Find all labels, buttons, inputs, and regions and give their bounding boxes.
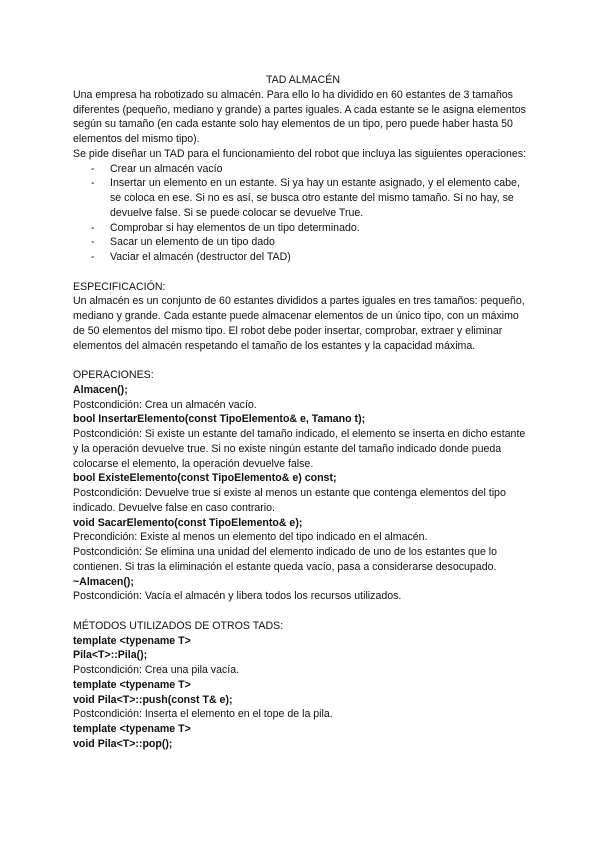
method-template: template <typename T>: [73, 634, 191, 647]
operation-condition: Precondición: Existe al menos un elemento del tipo indicado en el almacén.: [73, 531, 428, 544]
specification-heading: ESPECIFICACIÓN:: [73, 280, 166, 293]
operation-condition: Postcondición: Devuelve true si existe al menos un estante que contenga elementos del tipo indicado. Devuelve false en caso contrario.: [73, 487, 506, 514]
method-template: template <typename T>: [73, 723, 191, 735]
method-condition: Postcondición: Inserta el elemento en el tope de la pila.: [73, 708, 333, 721]
requirements-paragraph: Se pide diseñar un TAD para el funcionamiento del robot que incluya las siguientes operaciones:: [73, 147, 527, 160]
operation-signature: void SacarElemento(const TipoElemento& e);: [73, 516, 303, 529]
list-item: - Sacar un elemento de un tipo dado: [91, 236, 275, 249]
method-condition: Postcondición: Crea una pila vacía.: [73, 664, 240, 676]
operations-heading: OPERACIONES:: [73, 369, 154, 381]
operation-condition: Postcondición: Se elimina una unidad del elemento indicado de uno de los estantes que lo contienen. Si tras la eliminación el estante queda vacío, pasa a considerarse desocupado.: [73, 546, 498, 573]
list-item: - Vaciar el almacén (destructor del TAD): [91, 251, 291, 263]
dash-bullet: -: [91, 221, 95, 234]
method-template: template <typename T>: [73, 678, 191, 691]
method-signature: Pila<T>::Pila();: [73, 649, 148, 662]
operation-signature: Almacen();: [73, 383, 128, 396]
operation-signature: bool ExisteElemento(const TipoElemento& e) const;: [73, 472, 337, 485]
intro-paragraph: Una empresa ha robotizado su almacén. Para ello lo ha dividido en 60 estantes de 3 tamaños diferentes (pequeño, mediano y grande) a partes iguales. A cada estante se le asigna elementos según su tamaño (en cada estante solo hay elementos de un tipo, pero puede haber hasta 50 elementos del mismo tipo).: [73, 88, 526, 145]
list-item: - Insertar un elemento en un estante. Si ya hay un estante asignado, y el elemento cabe, se coloca en ese. Si no es así, se busca otro estante del mismo tamaño. Si no hay, se devuelve false. Si se puede colocar se devuelve True.: [91, 177, 520, 219]
dash-bullet: -: [91, 162, 95, 175]
methods-heading: MÉTODOS UTILIZADOS DE OTROS TADS:: [73, 619, 284, 632]
dash-bullet: -: [91, 177, 95, 190]
operation-condition: Postcondición: Vacía el almacén y libera todos los recursos utilizados.: [73, 590, 402, 603]
document-page: [73, 73, 533, 752]
dash-bullet: -: [91, 236, 95, 249]
operation-signature: bool InsertarElemento(const TipoElemento& e, Tamano t);: [73, 413, 366, 426]
method-signature: void Pila<T>::push(const T& e);: [73, 693, 233, 706]
specification-text: Un almacén es un conjunto de 60 estantes divididos a partes iguales en tres tamaños: pequeño, mediano y grande. Cada estante puede almacenar elementos de un único tipo, con un máximo de 50 elementos del mismo tipo. El robot debe poder insertar, comprobar, extraer y eliminar elementos del almacén respetando el tamaño de los estantes y la capacidad máxima.: [73, 295, 525, 352]
operation-condition: Postcondición: Si existe un estante del tamaño indicado, el elemento se inserta en dicho estante y la operación devuelve true. Si no existe ningún estante del tamaño indicado donde pueda colocarse el elemento, la operación devuelve false.: [73, 428, 526, 470]
operation-signature: ~Almacen();: [73, 575, 134, 588]
operations-list: [73, 162, 533, 265]
method-signature: void Pila<T>::pop();: [73, 737, 173, 750]
list-item: - Comprobar si hay elementos de un tipo determinado.: [91, 221, 360, 234]
document-title: TAD ALMACÉN: [266, 74, 340, 86]
list-item: - Crear un almacén vacío: [91, 162, 223, 175]
dash-bullet: -: [91, 251, 95, 263]
operation-condition: Postcondición: Crea un almacén vacío.: [73, 398, 257, 411]
